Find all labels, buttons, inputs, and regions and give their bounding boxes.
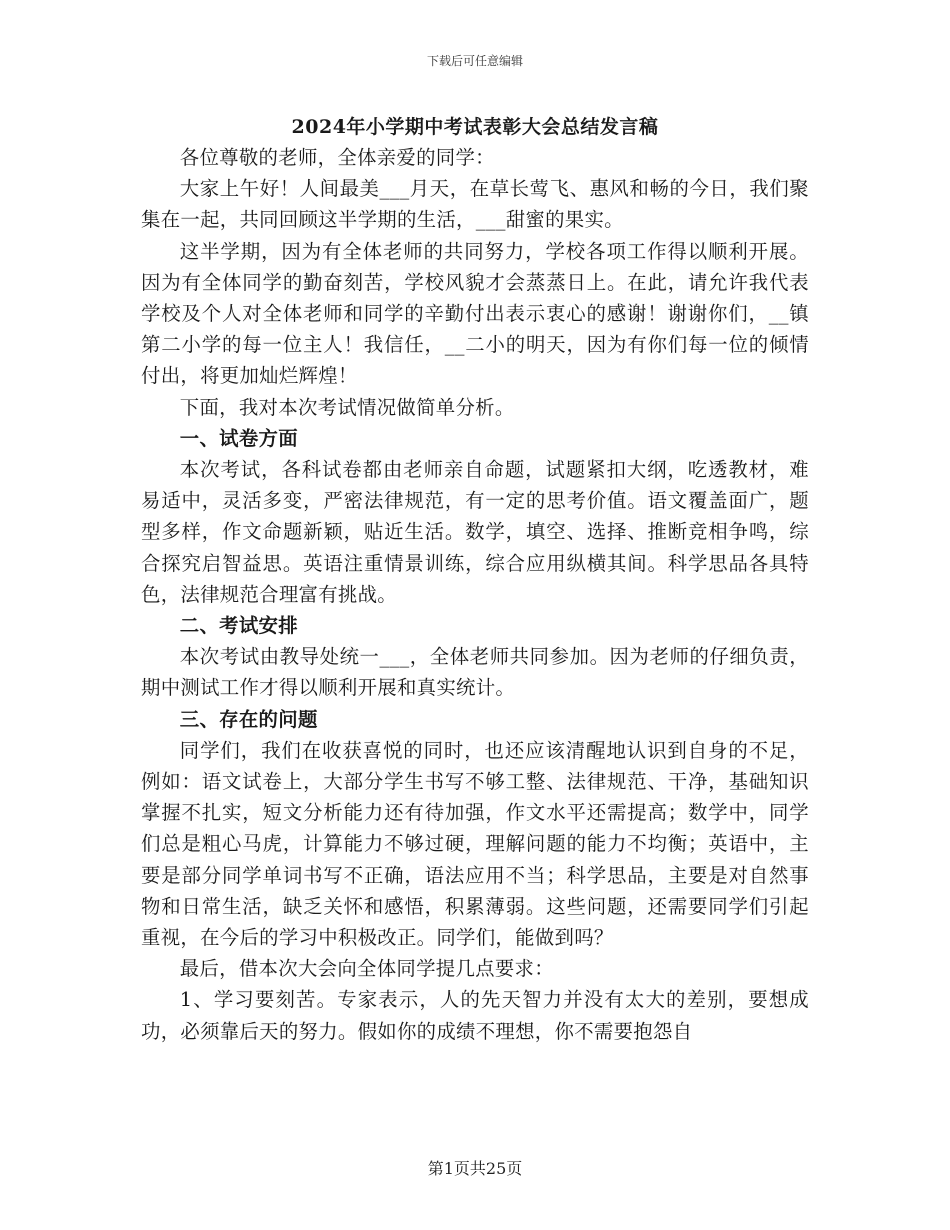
salutation-paragraph: 各位尊敬的老师，全体亲爱的同学：: [179, 146, 495, 169]
page-number: 第1页共25页: [427, 1159, 523, 1178]
papers-paragraph: 本次考试，各科试卷都由老师亲自命题，试题紧扣大纲，吃透教材，难易适中，灵活多变，严密法律规范，有一定的思考价值。语文覆盖面广，题型多样，作文命题新颖，贴近生活。数学，填空、选择、推断竞相争鸣，综合探究启智益思。英语注重情景训练，综合应用纵横其间。科学思品各具特色，法律规范合理富有挑战。: [141, 458, 809, 606]
requirements-intro-paragraph: 最后，借本次大会向全体同学提几点要求：: [179, 957, 554, 981]
page-header-note: 下载后可任意编辑: [426, 54, 523, 68]
analysis-intro-paragraph: 下面，我对本次考试情况做简单分析。: [179, 395, 515, 419]
arrangement-paragraph: 本次考试由教导处统一___，全体老师共同参加。因为老师的仔细负责，期中测试工作才得以顺利开展和真实统计。: [141, 645, 809, 700]
document-title: 2024年小学期中考试表彰大会总结发言稿: [291, 116, 659, 138]
section-heading-papers: 一、试卷方面: [179, 426, 298, 450]
greeting-paragraph: 大家上午好！人间最美___月天，在草长莺飞、惠风和畅的今日，我们聚集在一起，共同回顾这半学期的生活，___甜蜜的果实。: [141, 177, 809, 232]
section-heading-problems: 三、存在的问题: [179, 707, 318, 731]
thanks-paragraph: 这半学期，因为有全体老师的共同努力，学校各项工作得以顺利开展。因为有全体同学的勤奋刻苦，学校风貌才会蒸蒸日上。在此，请允许我代表学校及个人对全体老师和同学的辛勤付出表示衷心的感谢！谢谢你们，__镇第二小学的每一位主人！我信任，__二小的明天，因为有你们每一位的倾情付出，将更加灿烂辉煌！: [141, 239, 809, 388]
problems-paragraph: 同学们，我们在收获喜悦的同时，也还应该清醒地认识到自身的不足，例如：语文试卷上，大部分学生书写不够工整、法律规范、干净，基础知识掌握不扎实，短文分析能力还有待加强，作文水平还需提高；数学中，同学们总是粗心马虎，计算能力不够过硬，理解问题的能力不均衡；英语中，主要是部分同学单词书写不正确，语法应用不当；科学思品，主要是对自然事物和日常生活，缺乏关怀和感悟，积累薄弱。这些问题，还需要同学们引起重视，在今后的学习中积极改正。同学们，能做到吗？: [141, 738, 809, 950]
document-body: [141, 142, 809, 1047]
requirement-1-paragraph: 1、学习要刻苦。专家表示，人的先天智力并没有太大的差别，要想成功，必须靠后天的努力。假如你的成绩不理想，你不需要抱怨自: [141, 988, 809, 1043]
section-heading-arrangement: 二、考试安排: [179, 614, 298, 638]
